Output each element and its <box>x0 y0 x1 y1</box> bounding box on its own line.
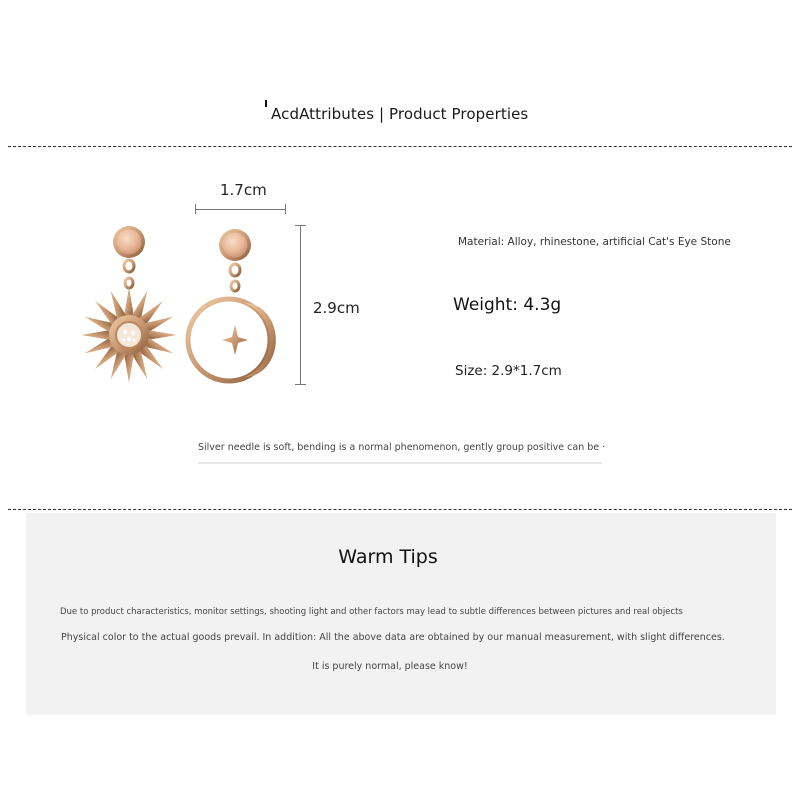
earrings-product-image <box>70 215 300 400</box>
width-dimension-cap-right <box>285 204 286 214</box>
dashed-divider-bottom <box>8 509 792 510</box>
moon-star-earring-icon <box>188 229 276 381</box>
spec-size: Size: 2.9*1.7cm <box>455 363 562 379</box>
sun-earring-icon <box>81 226 177 383</box>
height-dimension-label: 2.9cm <box>313 299 360 317</box>
warm-tips-line-3: It is purely normal, please know! <box>312 661 468 672</box>
dashed-divider-top <box>8 146 792 147</box>
width-dimension-label: 1.7cm <box>220 181 267 199</box>
warm-tips-line-2: Physical color to the actual goods prevail. In addition: All the above data are obtained by our manual measurement, with slight differences. <box>61 632 725 643</box>
page-title: AcdAttributes | Product Properties <box>271 105 529 123</box>
spec-weight: Weight: 4.3g <box>453 295 562 315</box>
spec-material: Material: Alloy, rhinestone, artificial Cat's Eye Stone <box>458 236 731 248</box>
warm-tips-title: Warm Tips <box>338 546 438 568</box>
width-dimension-line <box>195 209 286 210</box>
warm-tips-line-1: Due to product characteristics, monitor settings, shooting light and other factors may lead to subtle differences between pictures and real objects <box>60 607 683 617</box>
note-underline <box>198 462 602 464</box>
needle-note: Silver needle is soft, bending is a normal phenomenon, gently group positive can be · <box>198 442 606 453</box>
header-tick-mark <box>265 100 267 107</box>
height-dimension-line <box>300 225 301 385</box>
height-dimension-cap-bottom <box>295 384 306 385</box>
